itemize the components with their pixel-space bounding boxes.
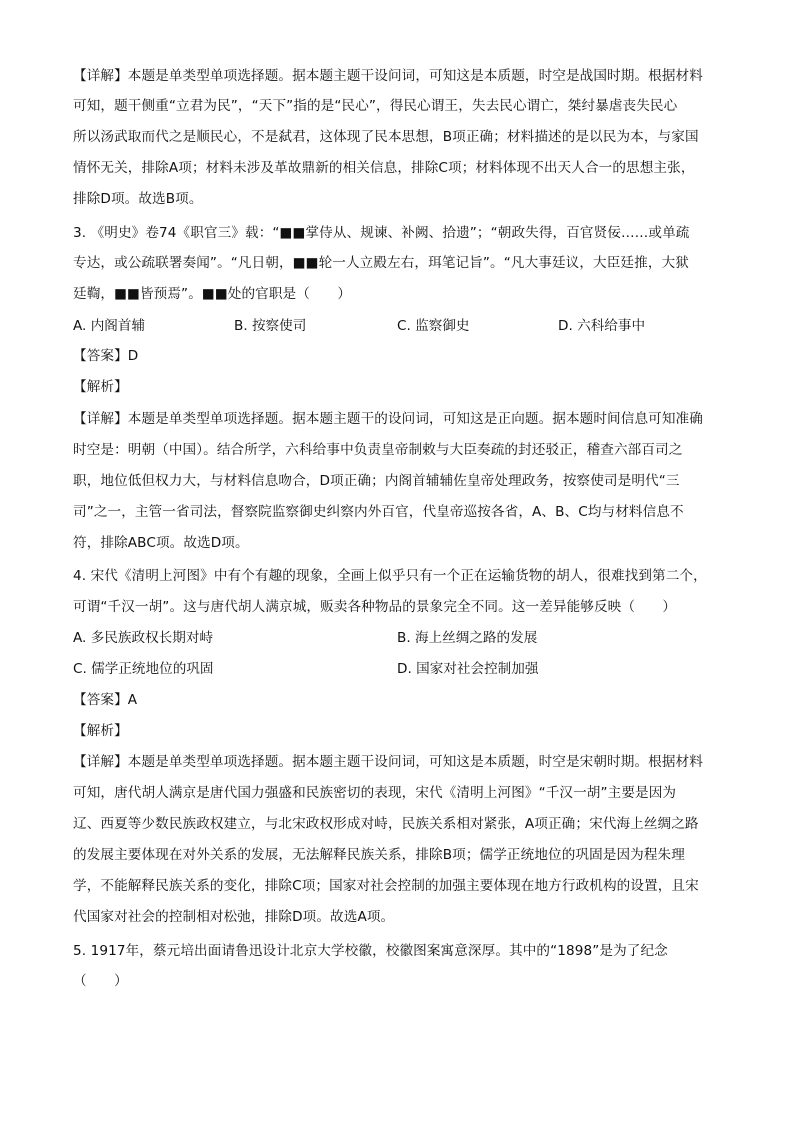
q4-analysis-line: 的发展主要体现在对外关系的发展，无法解释民族关系，排除B项；儒学正统地位的巩固是因为程朱理 xyxy=(73,847,685,863)
q4-analysis-label: 【解析】 xyxy=(73,723,128,739)
q3-option-c: C. 监察御史 xyxy=(397,318,470,334)
q4-answer: 【答案】A xyxy=(73,692,138,708)
q3-analysis-line: 【详解】本题是单类型单项选择题。据本题主题干的设问词，可知这是正向题。据本题时间信息可知准确 xyxy=(73,411,703,427)
q5-stem-line: （ ） xyxy=(73,973,128,989)
q3-analysis-line: 时空是：明朝（中国）。结合所学，六科给事中负责皇帝制敕与大臣奏疏的封还驳正，稽查六部百司之 xyxy=(73,442,683,458)
q3-option-a: A. 内阁首辅 xyxy=(73,318,146,334)
q2-analysis-line: 所以汤武取而代之是顺民心，不是弑君，这体现了民本思想，B项正确；材料描述的是以民为本，与家国 xyxy=(73,129,699,145)
q3-stem-line: 廷鞫，■■皆预焉”。■■处的官职是（ ） xyxy=(73,286,352,302)
q3-analysis-line: 司”之一，主管一省司法，督察院监察御史纠察内外百官，代皇帝巡按各省，A、B、C均与材料信息不 xyxy=(73,504,684,520)
q3-option-b: B. 按察使司 xyxy=(234,318,307,334)
q4-analysis-line: 【详解】本题是单类型单项选择题。据本题主题干设问词，可知这是本质题，时空是宋朝时期。根据材料 xyxy=(73,754,703,770)
q4-option-a: A. 多民族政权长期对峙 xyxy=(73,630,214,646)
q2-analysis-line: 【详解】本题是单类型单项选择题。据本题主题干设问词，可知这是本质题，时空是战国时期。根据材料 xyxy=(73,68,703,84)
q4-analysis-line: 可知，唐代胡人满京是唐代国力强盛和民族密切的表现，宋代《清明上河图》“千汉一胡”主要是因为 xyxy=(73,785,677,801)
q3-analysis-line: 符，排除ABC项。故选D项。 xyxy=(73,535,249,551)
q4-stem-line: 4. 宋代《清明上河图》中有个有趣的现象，全画上似乎只有一个正在运输货物的胡人，很难找到第二个， xyxy=(73,568,707,584)
q5-stem-line: 5. 1917年，蔡元培出面请鲁迅设计北京大学校徽，校徽图案寓意深厚。其中的“1898”是为了纪念 xyxy=(73,943,668,959)
q3-option-d: D. 六科给事中 xyxy=(558,318,646,334)
q3-analysis-label: 【解析】 xyxy=(73,379,128,395)
q2-analysis-line: 排除D项。故选B项。 xyxy=(73,191,203,207)
q4-option-d: D. 国家对社会控制加强 xyxy=(397,661,539,677)
q3-answer: 【答案】D xyxy=(73,348,139,364)
q4-option-c: C. 儒学正统地位的巩固 xyxy=(73,661,214,677)
q4-option-b: B. 海上丝绸之路的发展 xyxy=(397,630,538,646)
q4-analysis-line: 学，不能解释民族关系的变化，排除C项；国家对社会控制的加强主要体现在地方行政机构的设置，且宋 xyxy=(73,878,699,894)
q2-analysis-line: 情怀无关，排除A项；材料未涉及革故鼎新的相关信息，排除C项；材料体现不出天人合一的思想主张， xyxy=(73,160,695,176)
q2-analysis-line: 可知，题干侧重“立君为民”，“天下”指的是“民心”，得民心谓王，失去民心谓亡，桀纣暴虐丧失民心 xyxy=(73,98,678,114)
q4-stem-line: 可谓“千汉一胡”。这与唐代胡人满京城，贩卖各种物品的景象完全不同。这一差异能够反映（ ） xyxy=(73,599,677,615)
q3-stem-line: 专达，或公疏联署奏闻”。“凡日朝，■■轮一人立殿左右，珥笔记旨”。“凡大事廷议，大臣廷推，大狱 xyxy=(73,255,689,271)
q4-analysis-line: 辽、西夏等少数民族政权建立，与北宋政权形成对峙，民族关系相对紧张，A项正确；宋代海上丝绸之路 xyxy=(73,816,699,832)
q3-analysis-line: 职，地位低但权力大，与材料信息吻合，D项正确；内阁首辅辅佐皇帝处理政务，按察使司是明代“三 xyxy=(73,473,680,489)
q3-stem-line: 3. 《明史》卷74《职官三》载：“■■掌侍从、规谏、补阙、拾遗”；“朝政失得，百官贤佞……或单疏 xyxy=(73,225,690,241)
q4-analysis-line: 代国家对社会的控制相对松弛，排除D项。故选A项。 xyxy=(73,909,395,925)
